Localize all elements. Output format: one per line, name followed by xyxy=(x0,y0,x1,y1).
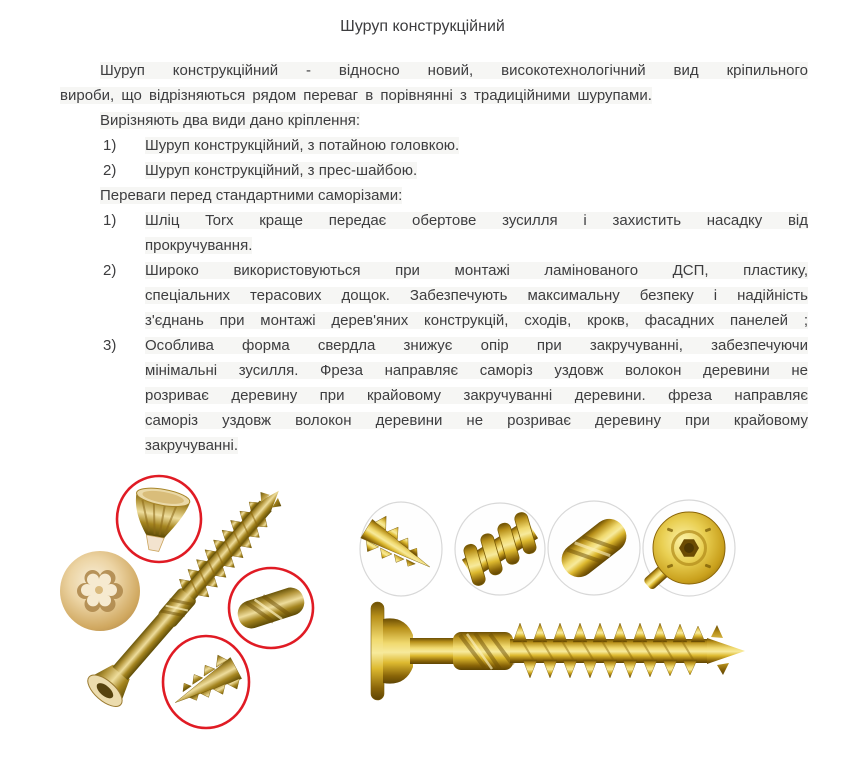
text-run: Вирізняють два види дано кріплення: xyxy=(100,112,361,129)
list-item-number: 2) xyxy=(103,162,117,179)
text-run: Шліц Torx краще передає обертове зусилля і захистить насадку від xyxy=(145,212,808,229)
thread-detail-circle xyxy=(453,503,548,595)
text-run: прокручування. xyxy=(145,237,253,254)
document-title: Шуруп конструкційний xyxy=(340,18,505,35)
figure-press-washer-screw xyxy=(355,485,775,715)
list-item-number: 1) xyxy=(103,137,117,154)
text-run: Переваги перед стандартними саморізами: xyxy=(100,187,403,204)
press-washer-screw-icon xyxy=(371,602,745,700)
list-item xyxy=(60,158,808,183)
text-line xyxy=(60,433,808,458)
text-line xyxy=(60,383,808,408)
figure-countersunk-screw xyxy=(30,465,360,765)
list-item xyxy=(60,258,808,283)
text-run: вироби, що відрізняються рядом переваг в порівнянні з традиційними шурупами. xyxy=(60,87,652,104)
text-run: мінімальні зусилля. Фреза направляє саморіз уздовж волокон деревини не xyxy=(145,362,808,379)
text-run: Широко використовуються при монтажі ламінованого ДСП, пластику, xyxy=(145,262,808,279)
thread-tip-zoom-circle xyxy=(163,636,249,728)
text-run: спеціальних терасових дощок. Забезпечують максимальну безпеку і надійність xyxy=(145,287,808,304)
list-item-text xyxy=(145,333,808,358)
text-run: Особлива форма свердла знижує опір при закручуванні, забезпечуючи xyxy=(145,337,808,354)
text-line xyxy=(60,358,808,383)
document-body xyxy=(60,58,808,458)
list-item-number: 2) xyxy=(103,262,117,279)
text-run: саморіз уздовж волокон деревини не розриває деревину при крайовому xyxy=(145,412,808,429)
types-heading xyxy=(60,108,808,133)
milling-detail-circle xyxy=(548,501,640,595)
text-run: Шуруп конструкційний, з потайною головкою. xyxy=(145,137,460,154)
list-item xyxy=(60,133,808,158)
list-item-text xyxy=(145,208,808,233)
list-item-text xyxy=(145,158,808,183)
list-item xyxy=(60,208,808,233)
text-run: з'єднань при монтажі дерев'яних конструкцій, сходів, крокв, фасадних панелей ; xyxy=(145,312,808,329)
text-line xyxy=(60,58,808,83)
countersunk-head-zoom-circle xyxy=(117,476,201,562)
text-line xyxy=(60,83,808,108)
list-item xyxy=(60,333,808,358)
countersunk-screw-image xyxy=(30,465,360,765)
torx-head-icon xyxy=(60,551,140,631)
press-washer-screw-image xyxy=(355,485,775,715)
list-item-number: 3) xyxy=(103,337,117,354)
text-run: Шуруп конструкційний - відносно новий, високотехнологічний вид кріпильного xyxy=(100,62,808,79)
text-run: розриває деревину при крайовому закручуванні деревини. фреза направляє xyxy=(145,387,808,404)
list-item-text xyxy=(145,133,808,158)
list-item-number: 1) xyxy=(103,212,117,229)
advantages-heading xyxy=(60,183,808,208)
shank-milling-zoom-circle xyxy=(229,568,313,648)
text-run: закручуванні. xyxy=(145,437,238,454)
tip-detail-circle xyxy=(356,502,442,596)
washer-head-detail-circle xyxy=(643,500,735,596)
text-line xyxy=(60,308,808,333)
text-line xyxy=(60,233,808,258)
text-line xyxy=(60,408,808,433)
text-line xyxy=(60,283,808,308)
list-item-text xyxy=(145,258,808,283)
text-run: Шуруп конструкційний, з прес-шайбою. xyxy=(145,162,418,179)
